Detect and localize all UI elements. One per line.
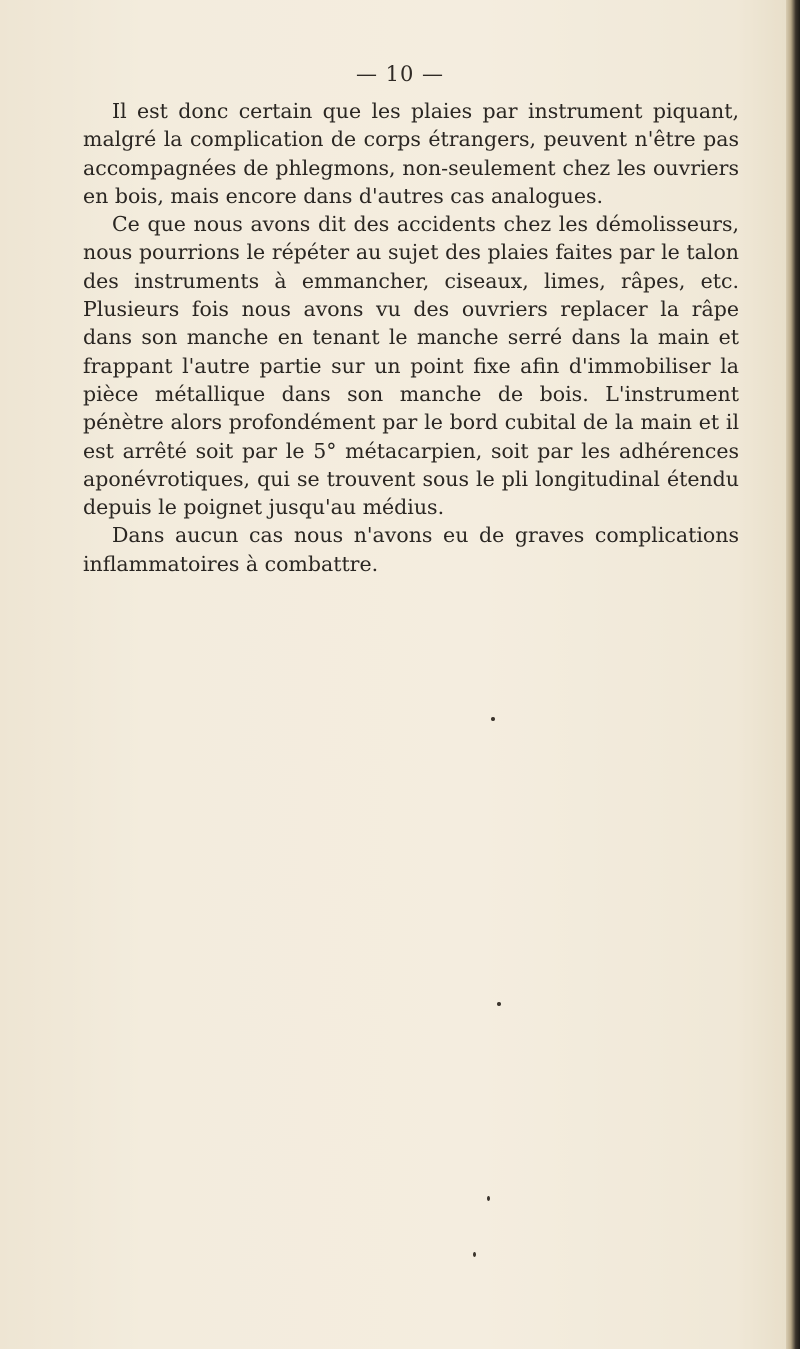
binding-gutter xyxy=(786,0,800,1349)
paper-speck xyxy=(473,1252,476,1257)
page-number: — 10 — xyxy=(355,62,445,86)
paper-speck xyxy=(487,1196,490,1201)
paragraph-2: Ce que nous avons dit des accidents chez les démolisseurs, nous pourrions le répéter au sujet des plaies faites par le talon des instruments à emmancher, ciseaux, limes, râpes, etc. Plusieurs fois nous avons vu des ouvriers replacer la râpe dans son manche en tenant le manche serré dans la main et frappant l'autre partie sur un point fixe afin d'immobiliser la pièce métallique dans son manche de bois. L'instrument pénètre alors profondément par le bord cubital de la main et il est arrêté soit par le 5° métacarpien, soit par les adhérences aponévrotiques, qui se trouvent sous le pli longitudinal étendu depuis le poignet jusqu'au médius. xyxy=(83,212,739,520)
paper-speck xyxy=(491,717,495,721)
paragraph-1: Il est donc certain que les plaies par instrument piquant, malgré la complication de corps étrangers, peuvent n'être pas accompagnées de phlegmons, non-seulement chez les ouvriers en bois, mais encore dans d'autres cas analogues. xyxy=(83,99,739,208)
paper-speck xyxy=(497,1002,501,1006)
paragraph-3: Dans aucun cas nous n'avons eu de graves complications inflammatoires à combattre. xyxy=(83,523,739,576)
body-text xyxy=(83,97,739,578)
